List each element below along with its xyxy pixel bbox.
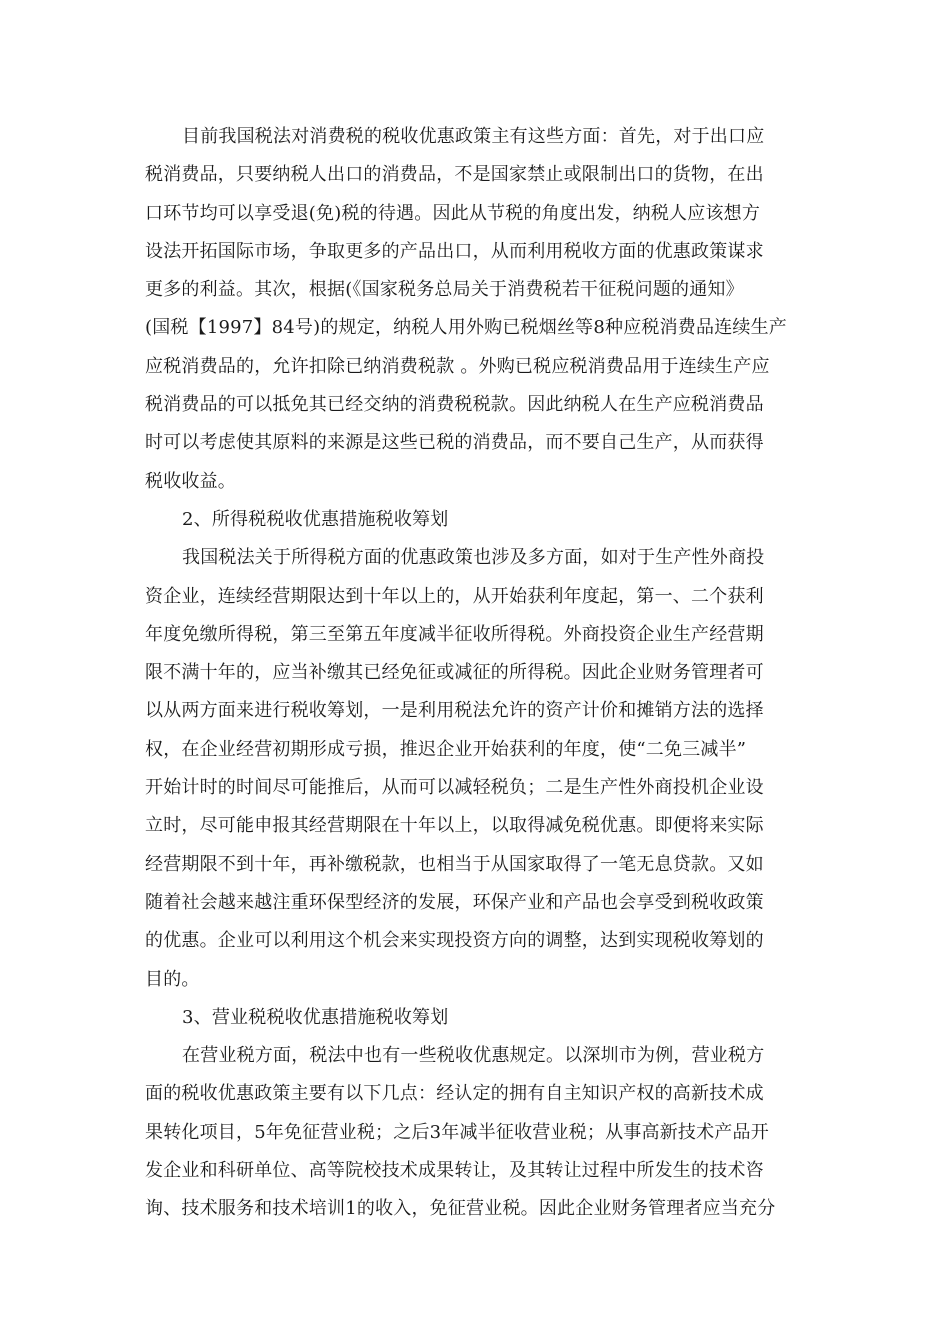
text-line: 税消费品，只要纳税人出口的消费品，不是国家禁止或限制出口的货物，在出 (145, 164, 764, 186)
paragraph-income-tax (145, 539, 809, 999)
text-line: 我国税法关于所得税方面的优惠政策也涉及多方面，如对于生产性外商投 (182, 547, 765, 569)
text-line: 以从两方面来进行税收筹划，一是利用税法允许的资产计价和摊销方法的选择 (145, 700, 764, 722)
text-line: 开始计时的时间尽可能推后，从而可以减轻税负；二是生产性外商投机企业设 (145, 777, 764, 799)
section-heading-business-tax: 3、营业税税收优惠措施税收筹划 (182, 1006, 449, 1028)
paragraph-consumption-tax (145, 118, 809, 501)
text-line: 时可以考虑使其原料的来源是这些已税的消费品，而不要自己生产，从而获得 (145, 432, 764, 454)
document-page (145, 118, 809, 1229)
text-line: 税消费品的可以抵免其已经交纳的消费税税款。因此纳税人在生产应税消费品 (145, 394, 764, 416)
text-line: 发企业和科研单位、高等院校技术成果转让，及其转让过程中所发生的技术咨 (145, 1160, 764, 1182)
text-line: 的优惠。企业可以利用这个机会来实现投资方向的调整，达到实现税收筹划的 (145, 930, 764, 952)
text-line: 果转化项目，5年免征营业税；之后3年减半征收营业税；从事高新技术产品开 (145, 1121, 769, 1143)
text-line: 应税消费品的，允许扣除已纳消费税款 。外购已税应税消费品用于连续生产应 (145, 355, 770, 377)
text-line: 目前我国税法对消费税的税收优惠政策主有这些方面：首先，对于出口应 (182, 126, 765, 147)
text-line: 目的。 (145, 968, 200, 990)
section-heading-income-tax: 2、所得税税收优惠措施税收筹划 (182, 508, 449, 530)
text-line: 口环节均可以享受退(免)税的待遇。因此从节税的角度出发，纳税人应该想方 (145, 202, 761, 224)
text-line: 在营业税方面，税法中也有一些税收优惠规定。以深圳市为例，营业税方 (182, 1045, 765, 1067)
text-line: 年度免缴所得税，第三至第五年度减半征收所得税。外商投资企业生产经营期 (145, 623, 764, 645)
paragraph-business-tax (145, 1037, 809, 1228)
text-line: 随着社会越来越注重环保型经济的发展，环保产业和产品也会享受到税收政策 (145, 891, 764, 913)
text-line: 权，在企业经营初期形成亏损，推迟企业开始获利的年度，使“二免三减半” (145, 738, 747, 760)
text-line: 更多的利益。其次，根据(《国家税务总局关于消费税若干征税问题的通知》 (145, 279, 744, 301)
text-line: 税收收益。 (145, 470, 236, 492)
text-line: (国税【1997】84号)的规定，纳税人用外购已税烟丝等8种应税消费品连续生产 (145, 317, 788, 339)
text-line: 资企业，连续经营期限达到十年以上的，从开始获利年度起，第一、二个获利 (145, 585, 764, 607)
text-line: 立时，尽可能申报其经营期限在十年以上，以取得减免税优惠。即便将来实际 (145, 815, 764, 837)
text-line: 询、技术服务和技术培训1的收入，免征营业税。因此企业财务管理者应当充分 (145, 1198, 776, 1220)
text-line: 设法开拓国际市场，争取更多的产品出口，从而利用税收方面的优惠政策谋求 (145, 240, 764, 262)
text-line: 经营期限不到十年，再补缴税款，也相当于从国家取得了一笔无息贷款。又如 (145, 853, 764, 875)
text-line: 限不满十年的，应当补缴其已经免征或减征的所得税。因此企业财务管理者可 (145, 662, 764, 684)
text-line: 面的税收优惠政策主要有以下几点：经认定的拥有自主知识产权的高新技术成 (145, 1083, 764, 1105)
